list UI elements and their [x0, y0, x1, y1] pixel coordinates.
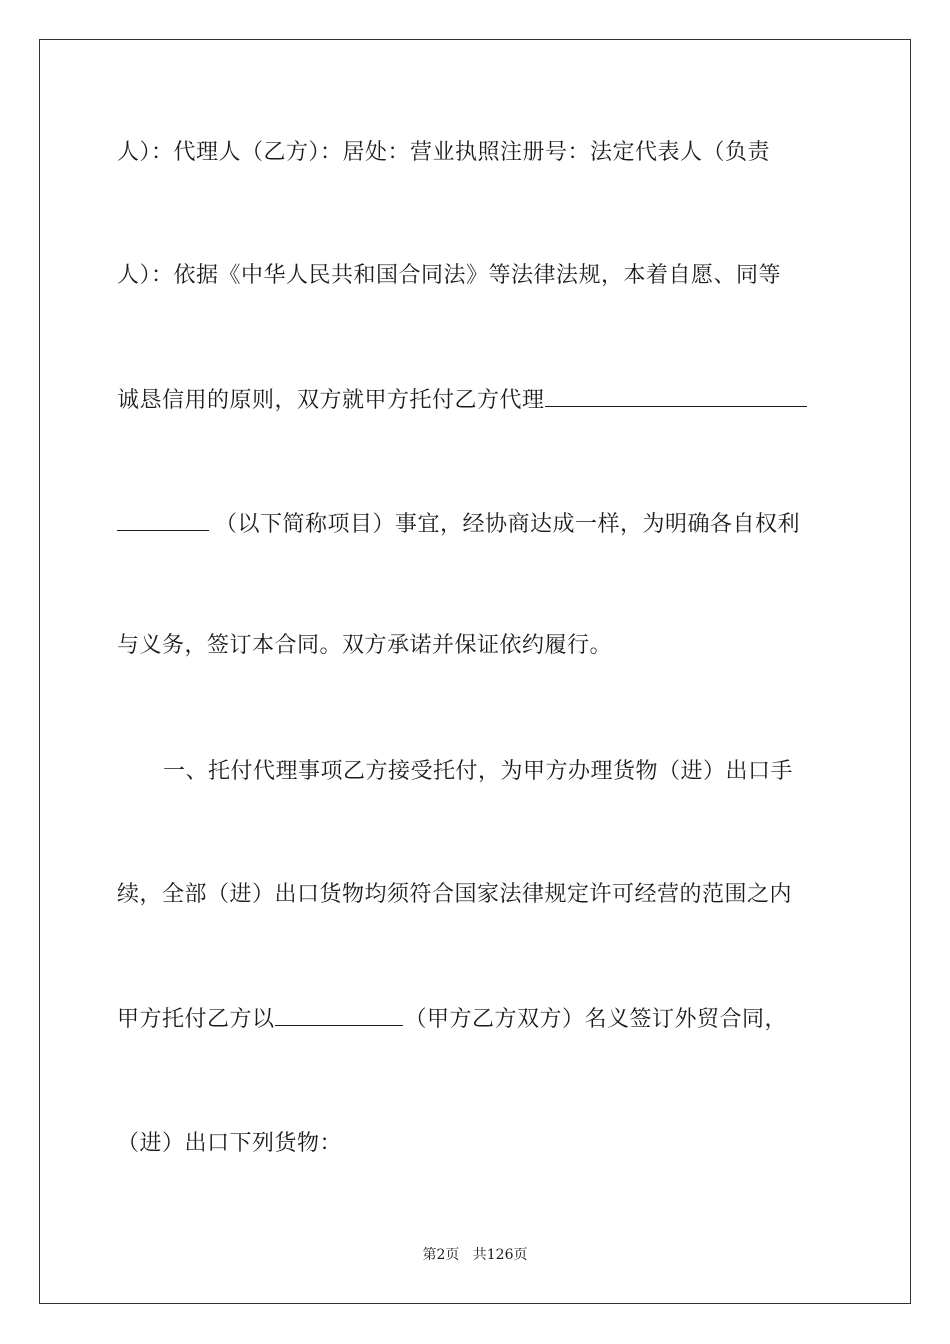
- text-line-7: [117, 880, 837, 910]
- line-7-text: 续，全部（进）出口货物均须符合国家法律规定许可经营的范围之内: [117, 882, 793, 907]
- text-line-9: [117, 1129, 837, 1159]
- text-line-1: [117, 138, 837, 168]
- fill-in-blank-project[interactable]: [117, 508, 209, 531]
- text-line-3: [117, 384, 837, 416]
- page-border: [39, 39, 911, 1304]
- line-2-text: 人）：依据《中华人民共和国合同法》等法律法规，本着自愿、同等: [117, 263, 782, 288]
- text-line-5: [117, 631, 837, 661]
- text-line-2: [117, 261, 837, 291]
- line-8-text-a: 甲方托付乙方以: [117, 1007, 275, 1032]
- text-line-6: [117, 757, 837, 787]
- fill-in-blank-name[interactable]: [275, 1003, 403, 1026]
- line-4-text: （以下简称项目）事宜，经协商达成一样，为明确各自权利: [215, 512, 801, 537]
- text-line-8: [117, 1003, 837, 1035]
- page-number: 第2页: [422, 1247, 460, 1263]
- line-1-text: 人）：代理人（乙方）：居处：营业执照注册号：法定代表人（负责: [117, 140, 771, 165]
- fill-in-blank-agency-item[interactable]: [545, 384, 807, 407]
- line-6-text: 一、托付代理事项乙方接受托付，为甲方办理货物（进）出口手: [163, 759, 794, 784]
- line-8-text-b: （甲方乙方双方）名义签订外贸合同，: [404, 1007, 788, 1032]
- text-line-4: [117, 508, 837, 540]
- line-5-text: 与义务，签订本合同。双方承诺并保证依约履行。: [117, 633, 613, 658]
- total-pages: 共126页: [472, 1247, 528, 1263]
- page-footer: [0, 1244, 950, 1264]
- line-3-text: 诚恳信用的原则，双方就甲方托付乙方代理: [117, 388, 545, 413]
- line-9-text: （进）出口下列货物：: [117, 1131, 343, 1156]
